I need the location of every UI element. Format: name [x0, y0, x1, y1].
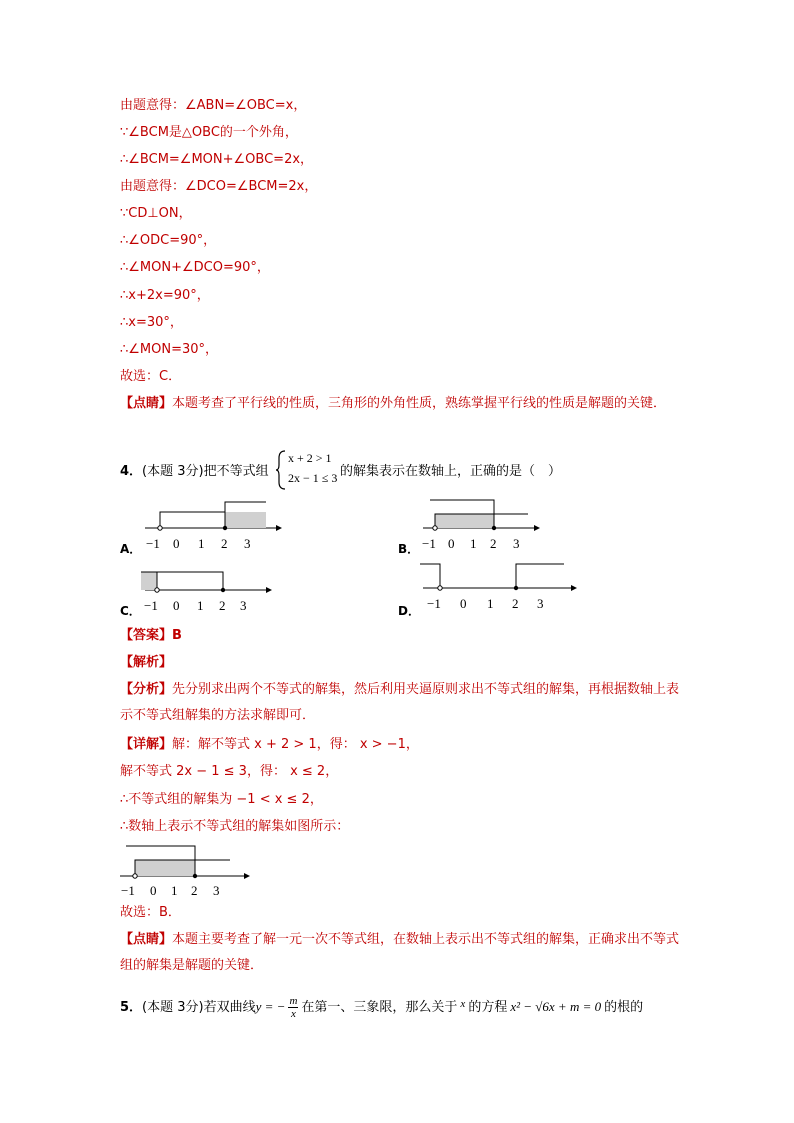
tip-tag-q4: 【点睛】: [120, 932, 173, 947]
tick-label: −1: [422, 536, 436, 551]
closed-dot: [514, 586, 518, 590]
option-c-label: C．: [120, 604, 141, 618]
tick-label: 1: [487, 596, 494, 611]
detail-line-2: 解不等式 2x − 1 ≤ 3，得： x ≤ 2，: [120, 764, 339, 779]
option-d-label: D．: [398, 604, 420, 618]
q5-text-2: 在第一、三象限，那么关于: [301, 1000, 458, 1015]
ray-left: [420, 564, 440, 588]
fenxi-text: 先分别求出两个不等式的解集，然后利用夹逼原则求出不等式组的解集，再根据数轴上表示不等式组解集的方法求解即可．: [120, 682, 680, 723]
tick-label: 2: [490, 536, 497, 551]
option-c-number-line: [140, 562, 280, 620]
solution-line-6: ∴∠ODC=90°，: [120, 233, 217, 248]
inequality-1: x + 2 > 1: [288, 451, 332, 465]
tick-label: −1: [427, 596, 441, 611]
tick-label: 3: [240, 598, 247, 613]
solution-line-9: ∴x=30°，: [120, 315, 183, 330]
q4-stem-after: 的解集表示在数轴上，正确的是（ ）: [340, 464, 562, 479]
tip-text-q4: 本题主要考查了解一元一次不等式组，在数轴上表示出不等式组的解集，正确求出不等式组的解集是解题的关键．: [120, 932, 680, 973]
choice-prev: 故选：C．: [120, 369, 182, 384]
q5-text-3: 的方程: [468, 1000, 508, 1015]
detail-text-1: 解：解不等式 x + 2 > 1，得： x > −1，: [172, 737, 419, 752]
solution-line-8: ∴x+2x=90°，: [120, 288, 210, 303]
tick-label: −1: [121, 883, 135, 898]
q4-score: (本题 3分): [142, 464, 204, 479]
tip-tag: 【点睛】: [120, 396, 173, 411]
answer-tag: 【答案】: [120, 628, 173, 643]
shaded-region: [135, 860, 195, 876]
ray-left: [160, 512, 225, 528]
q4-number: 4．: [120, 464, 143, 479]
q5-fraction: [288, 995, 298, 1020]
solution-line-4: 由题意得：∠DCO=∠BCM=2x，: [120, 179, 318, 194]
tick-label: 0: [173, 536, 180, 551]
open-dot: [133, 874, 137, 878]
inequality-system: [276, 448, 346, 496]
answer-row: [120, 627, 182, 645]
tick-label: 3: [213, 883, 220, 898]
q4-stem-before: 把不等式组: [203, 464, 269, 479]
tick-label: 0: [150, 883, 157, 898]
detail-line-3: ∴不等式组的解集为 −1 < x ≤ 2，: [120, 792, 323, 807]
tip-q4: [120, 927, 680, 979]
tick-label: 3: [537, 596, 544, 611]
q5-var-x: x: [460, 998, 466, 1010]
q5-text-4: 的根的: [604, 1000, 644, 1015]
analysis-tag: 【解析】: [120, 655, 173, 670]
solution-line-7: ∴∠MON+∠DCO=90°，: [120, 260, 270, 275]
fenxi-block: [120, 677, 680, 729]
tick-label: 1: [198, 536, 205, 551]
option-d-number-line: [418, 560, 588, 618]
tick-label: 2: [219, 598, 226, 613]
open-dot: [158, 526, 162, 530]
axis-arrow-icon: [266, 587, 272, 593]
q5-equation: x² − √6x + m = 0: [510, 999, 602, 1014]
axis-arrow-icon: [244, 873, 250, 879]
answer-value: B: [172, 628, 182, 643]
solution-line-2: ∵∠BCM是△OBC的一个外角，: [120, 125, 298, 140]
q5-score: (本题 3分): [142, 1000, 204, 1015]
detail-tag: 【详解】: [120, 737, 173, 752]
q4-stem: [120, 463, 269, 481]
detail-line-1: [120, 736, 419, 754]
solution-line-1: 由题意得：∠ABN=∠OBC=x，: [120, 98, 307, 113]
choice-q4: 故选：B．: [120, 905, 181, 920]
tick-label: 1: [171, 883, 178, 898]
option-a-number-line: [140, 498, 290, 558]
axis-arrow-icon: [276, 525, 282, 531]
tick-label: −1: [146, 536, 160, 551]
q5-frac-num: m: [289, 995, 298, 1007]
axis-arrow-icon: [571, 585, 577, 591]
q5-text-1: 若双曲线: [203, 1000, 256, 1015]
option-b-label: B．: [398, 542, 420, 556]
solution-number-line: [118, 840, 258, 898]
tick-label: 3: [513, 536, 520, 551]
tick-label: 2: [221, 536, 228, 551]
q5-func: y = −: [255, 999, 286, 1014]
tick-label: 2: [512, 596, 519, 611]
q5-stem: [120, 995, 643, 1020]
closed-dot: [492, 526, 496, 530]
closed-dot: [223, 526, 227, 530]
inequality-2: 2x − 1 ≤ 3: [288, 471, 338, 485]
tick-label: −1: [144, 598, 158, 613]
closed-dot: [221, 588, 225, 592]
tip-prev: [120, 391, 680, 417]
fenxi-tag: 【分析】: [120, 682, 173, 697]
shaded-region: [225, 512, 266, 528]
tick-label: 2: [191, 883, 198, 898]
open-dot: [433, 526, 437, 530]
ray-right: [516, 564, 564, 588]
solution-line-10: ∴∠MON=30°，: [120, 342, 219, 357]
open-dot: [438, 586, 442, 590]
tick-label: 3: [244, 536, 251, 551]
solution-line-3: ∴∠BCM=∠MON+∠OBC=2x，: [120, 152, 314, 167]
option-a-label: A．: [120, 542, 142, 556]
shaded-region: [141, 572, 157, 590]
closed-dot: [193, 874, 197, 878]
tick-label: 1: [197, 598, 204, 613]
tick-label: 1: [470, 536, 477, 551]
tip-text: 本题考查了平行线的性质，三角形的外角性质，熟练掌握平行线的性质是解题的关键．: [172, 396, 667, 411]
option-b-number-line: [418, 492, 558, 554]
axis-arrow-icon: [534, 525, 540, 531]
detail-line-4: ∴数轴上表示不等式组的解集如图所示：: [120, 819, 350, 834]
q5-frac-den: x: [290, 1008, 296, 1020]
shaded-region: [435, 514, 494, 528]
solution-line-5: ∵CD⊥ON，: [120, 206, 192, 221]
tick-label: 0: [173, 598, 180, 613]
tick-label: 0: [460, 596, 467, 611]
q5-number: 5．: [120, 1000, 143, 1015]
tick-label: 0: [448, 536, 455, 551]
open-dot: [155, 588, 159, 592]
